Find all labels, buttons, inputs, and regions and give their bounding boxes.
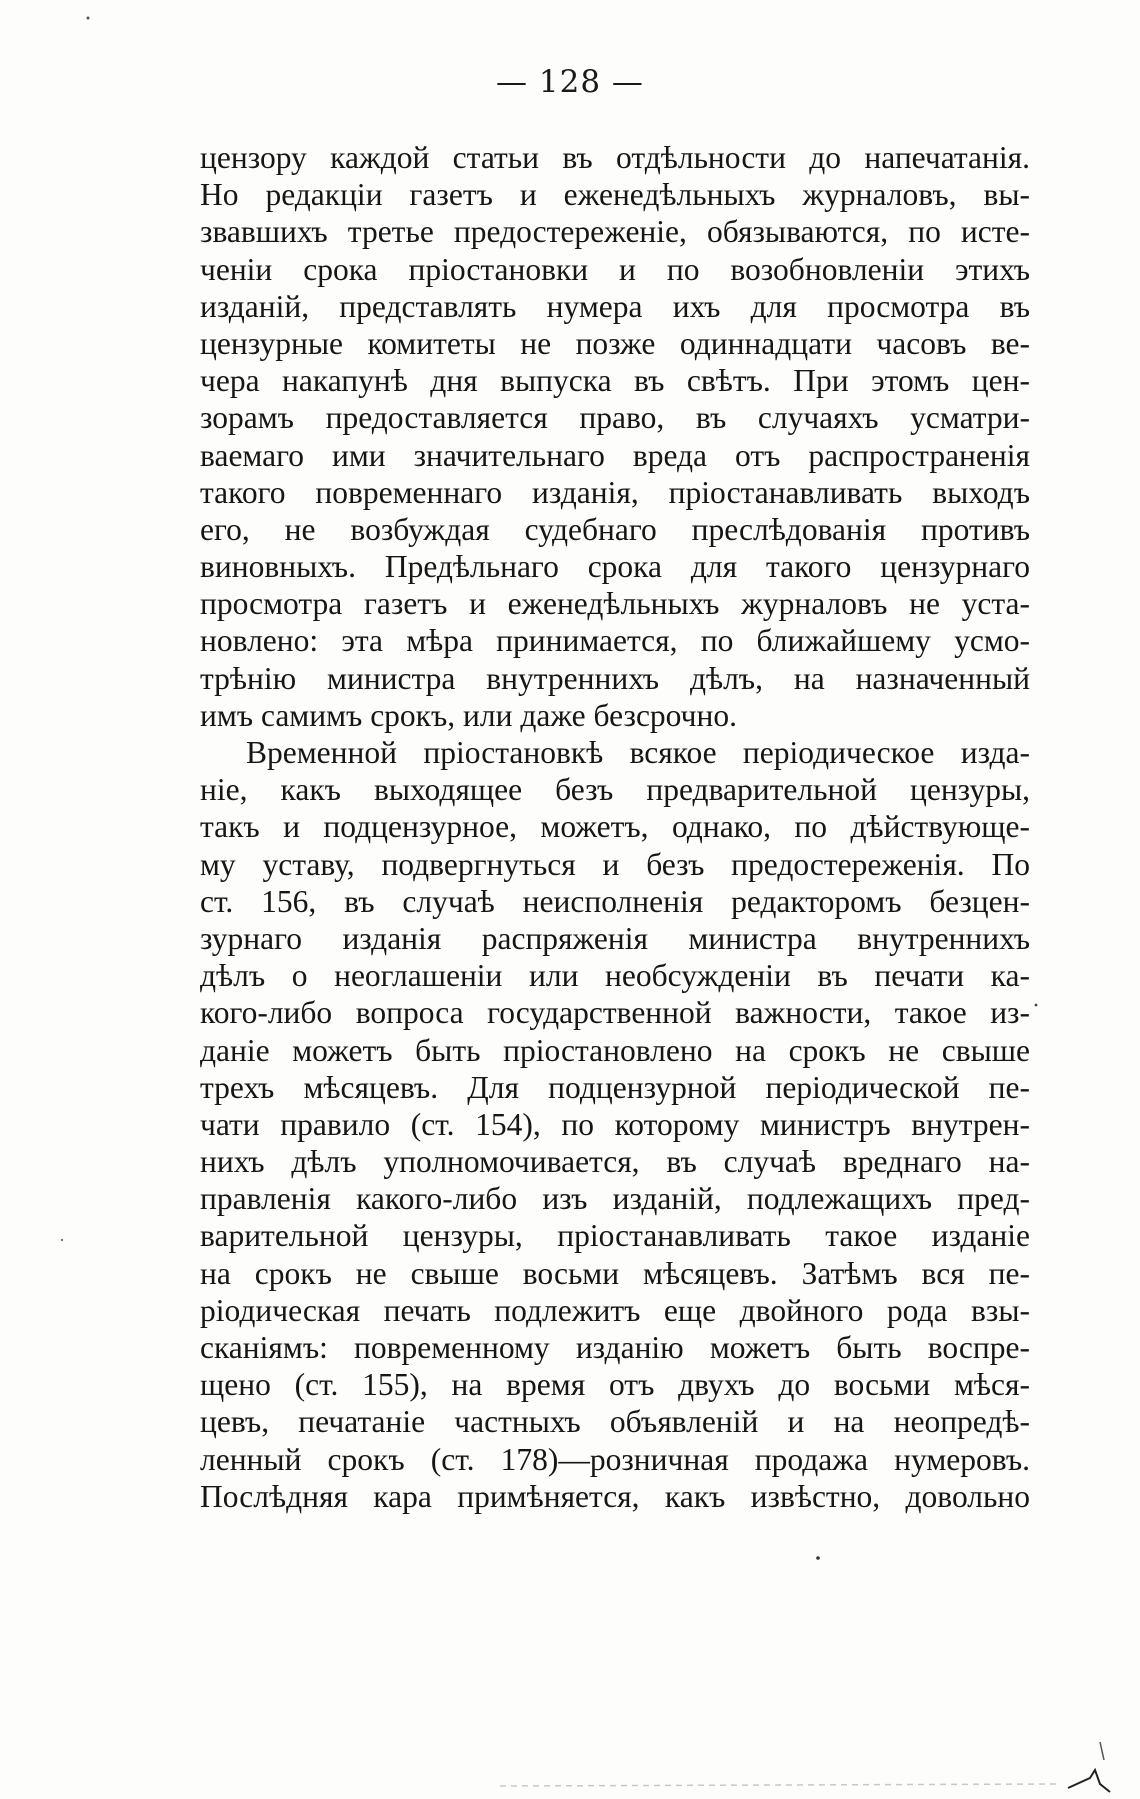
text-line: на срокъ не свыше восьми мѣсяцевъ. Затѣмъ вся пе- [200, 1255, 1030, 1291]
text-line: цензурные комитеты не позже одиннадцати часовъ ве- [200, 325, 1030, 361]
text-line: кого-либо вопроса государственной важности, такое из- [200, 995, 1030, 1031]
text-line: зорамъ предоставляется право, въ случаяхъ усматри- [200, 400, 1030, 436]
text-line: сканіямъ: повременному изданію можетъ быть воспре- [200, 1330, 1030, 1365]
text-line: имъ самимъ срокъ, или даже безсрочно. [200, 697, 737, 733]
scan-speck [1035, 1004, 1038, 1007]
scan-edge-mark [500, 1784, 1060, 1786]
paragraph-1 [200, 139, 1030, 734]
text-line: цензору каждой статьи въ отдѣльности до напечатанія. [200, 140, 1030, 175]
text-line: изданій, представлять нумера ихъ для просмотра въ [200, 288, 1030, 324]
text-line: зурнаго изданія распряженія министра внутреннихъ [200, 920, 1030, 956]
text-line: даніе можетъ быть пріостановлено на срокъ не свыше [200, 1032, 1030, 1068]
scan-speck [816, 1556, 820, 1560]
text-line: ніе, какъ выходящее безъ предварительной цензуры, [200, 772, 1030, 808]
text-line: чера накапунѣ дня выпуска въ свѣтъ. При этомъ цен- [200, 363, 1030, 399]
text-line: звавшихъ третье предостереженіе, обязываются, по исте- [200, 214, 1030, 250]
text-line: чати правило (ст. 154), по которому министръ внутрен- [200, 1106, 1030, 1142]
scan-corner-mark [1068, 1770, 1110, 1792]
page-number: — 128 — [496, 64, 644, 100]
text-line: му уставу, подвергнуться и безъ предостереженія. По [200, 846, 1030, 882]
body-text [200, 139, 1030, 1515]
text-line: ленный срокъ (ст. 178)—розничная продажа нумеровъ. [200, 1441, 1030, 1477]
paragraph-2 [200, 734, 1030, 1515]
text-line: трѣнію министра внутреннихъ дѣлъ, на назначенный [200, 660, 1030, 696]
text-line: дѣлъ о неоглашеніи или необсужденіи въ печати ка- [200, 958, 1030, 994]
text-line: Но редакціи газетъ и еженедѣльныхъ журналовъ, вы- [200, 177, 1030, 213]
text-line: просмотра газетъ и еженедѣльныхъ журналовъ не уста- [200, 586, 1030, 622]
text-line: трехъ мѣсяцевъ. Для подцензурной періодической пе- [200, 1069, 1030, 1105]
scan-corner-mark [1100, 1742, 1104, 1760]
text-line: Временной пріостановкѣ всякое періодическое изда- [246, 735, 1030, 770]
text-line: его, не возбуждая судебнаго преслѣдованія противъ [200, 511, 1030, 547]
scan-speck [87, 17, 90, 20]
text-line: виновныхъ. Предѣльнаго срока для такого цензурнаго [200, 549, 1030, 585]
text-line: цевъ, печатаніе частныхъ объявленій и на неопредѣ- [200, 1404, 1030, 1440]
scan-speck [61, 1239, 63, 1241]
text-line: ченіи срока пріостановки и по возобновленіи этихъ [200, 251, 1030, 287]
text-line: такъ и подцензурное, можетъ, однако, по дѣйствующе- [200, 809, 1030, 845]
text-line: варительной цензуры, пріостанавливать такое изданіе [200, 1218, 1030, 1254]
text-line: Послѣдняя кара примѣняется, какъ извѣстно, довольно [200, 1478, 1030, 1514]
text-line: щено (ст. 155), на время отъ двухъ до восьми мѣся- [200, 1367, 1030, 1403]
text-line: такого повременнаго изданія, пріостанавливать выходъ [200, 474, 1030, 510]
text-line: нихъ дѣлъ уполномочивается, въ случаѣ вреднаго на- [200, 1144, 1030, 1180]
text-line: правленія какого-либо изъ изданій, подлежащихъ пред- [200, 1181, 1030, 1217]
text-line: ст. 156, въ случаѣ неисполненія редакторомъ безцен- [200, 883, 1030, 919]
text-line: ваемаго ими значительнаго вреда отъ распространенія [200, 437, 1030, 473]
text-line: новлено: эта мѣра принимается, по ближайшему усмо- [200, 623, 1030, 659]
text-line: ріодическая печать подлежитъ еще двойного рода взы- [200, 1292, 1030, 1328]
